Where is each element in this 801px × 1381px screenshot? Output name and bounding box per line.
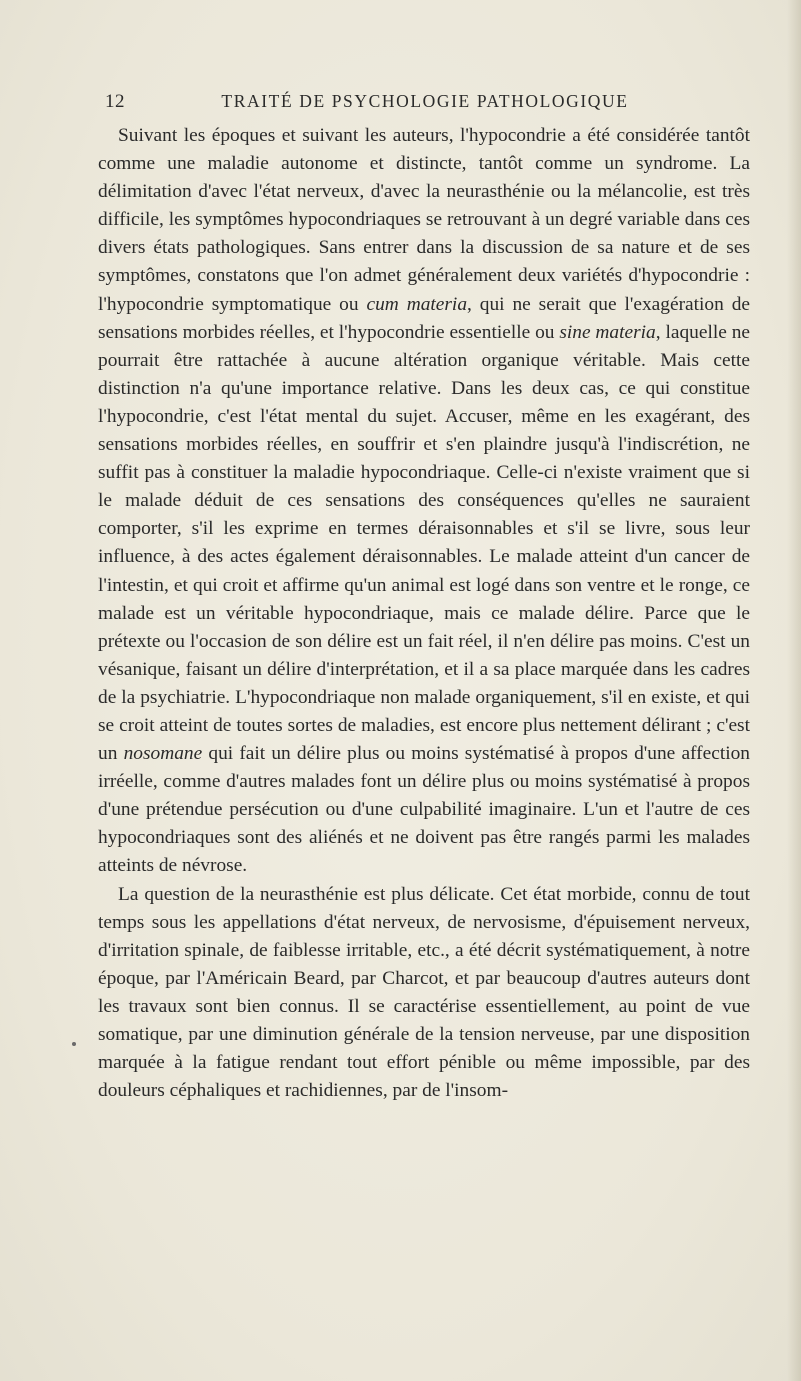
paragraph-neurasthenie: La question de la neurasthénie est plus délicate. Cet état morbide, connu de tout temps sous les appellations d'état nerveux, de nervosisme, d'épuisement nerveux, d'irritation spinale, de faiblesse irritable, etc., a été décrit systématiquement, à notre époque, par l'Américain Beard, par Charcot, et par beaucoup d'autres auteurs dont les travaux sont bien connus. Il se caractérise essentiellement, au point de vue somatique, par une diminution générale de la tension nerveuse, par une disposition marquée à la fatigue rendant tout effort pénible ou même impossible, par des douleurs céphaliques et rachidiennes, par de l'insom-: [98, 883, 750, 1102]
text-segment: , qui ne serait que l'exagération de sensations morbides réelles, et l'hypocondrie essentielle ou: [98, 293, 751, 343]
text-segment: qui fait un délire plus ou moins systématisé à propos d'une affection irréelle, comme d'autres malades font un délire plus ou moins systématisé à propos d'une prétendue persécution ou d'une culpabilité imaginaire. L'un et l'autre de ces hypocondriaques sont des aliénés et ne doivent pas être rangés parmi les malades atteints de névrose.: [98, 743, 750, 877]
latin-term-sine-materia: sine materia: [559, 321, 656, 343]
page-header: [105, 91, 745, 121]
latin-term-cum-materia: cum materia: [366, 293, 468, 315]
body-text: [98, 122, 750, 1105]
page-number: 12: [105, 91, 125, 112]
text-segment: Suivant les époques et suivant les auteurs, l'hypocondrie a été considérée tantôt comme une maladie autonome et distincte, tantôt comme un syndrome. La délimitation d'avec l'état nerveux, d'avec la neurasthénie ou la mélancolie, est très difficile, les symptômes hypocondriaques se retrouvant à un degré variable dans ces divers états pathologiques. Sans entrer dans la discussion de sa nature et de ses symptômes, constatons que l'on admet généralement deux variétés d'hypocondrie : l'hypocondrie symptomatique ou: [98, 125, 750, 315]
text-segment: , laquelle ne pourrait être rattachée à aucune altération organique véritable. Mais cette distinction n'a qu'une importance relative. Dans les deux cas, ce qui constitue l'hypocondrie, c'est l'état mental du sujet. Accuser, même en les exagérant, des sensations morbides réelles, en souffrir et s'en plaindre jusqu'à l'indiscrétion, ne suffit pas à constituer la maladie hypocondriaque. Celle-ci n'existe vraiment que si le malade déduit de ces sensations des conséquences qu'elles ne sauraient comporter, s'il les exprime en termes déraisonnables et s'il se livre, sous leur influence, à des actes également déraisonnables. Le malade atteint d'un cancer de l'intestin, et qui croit et affirme qu'un animal est logé dans son ventre et le ronge, ce malade est un véritable hypocondriaque, mais ce malade délire. Parce que le prétexte ou l'occasion de son délire est un fait réel, il n'en délire pas moins. C'est un vésanique, faisant un délire d'interprétation, et il a sa place marquée dans les cadres de la psychiatrie. L'hypocondriaque non malade organiquement, s'il en existe, et qui se croit atteint de toutes sortes de maladies, est encore plus nettement délirant ; c'est un: [98, 321, 750, 765]
running-title: TRAITÉ DE PSYCHOLOGIE PATHOLOGIQUE: [221, 91, 629, 111]
page-edge-shadow: [787, 0, 801, 1381]
paragraph-hypocondrie: [98, 122, 750, 881]
margin-mark: [72, 1042, 76, 1046]
term-nosomane: nosomane: [123, 743, 203, 765]
